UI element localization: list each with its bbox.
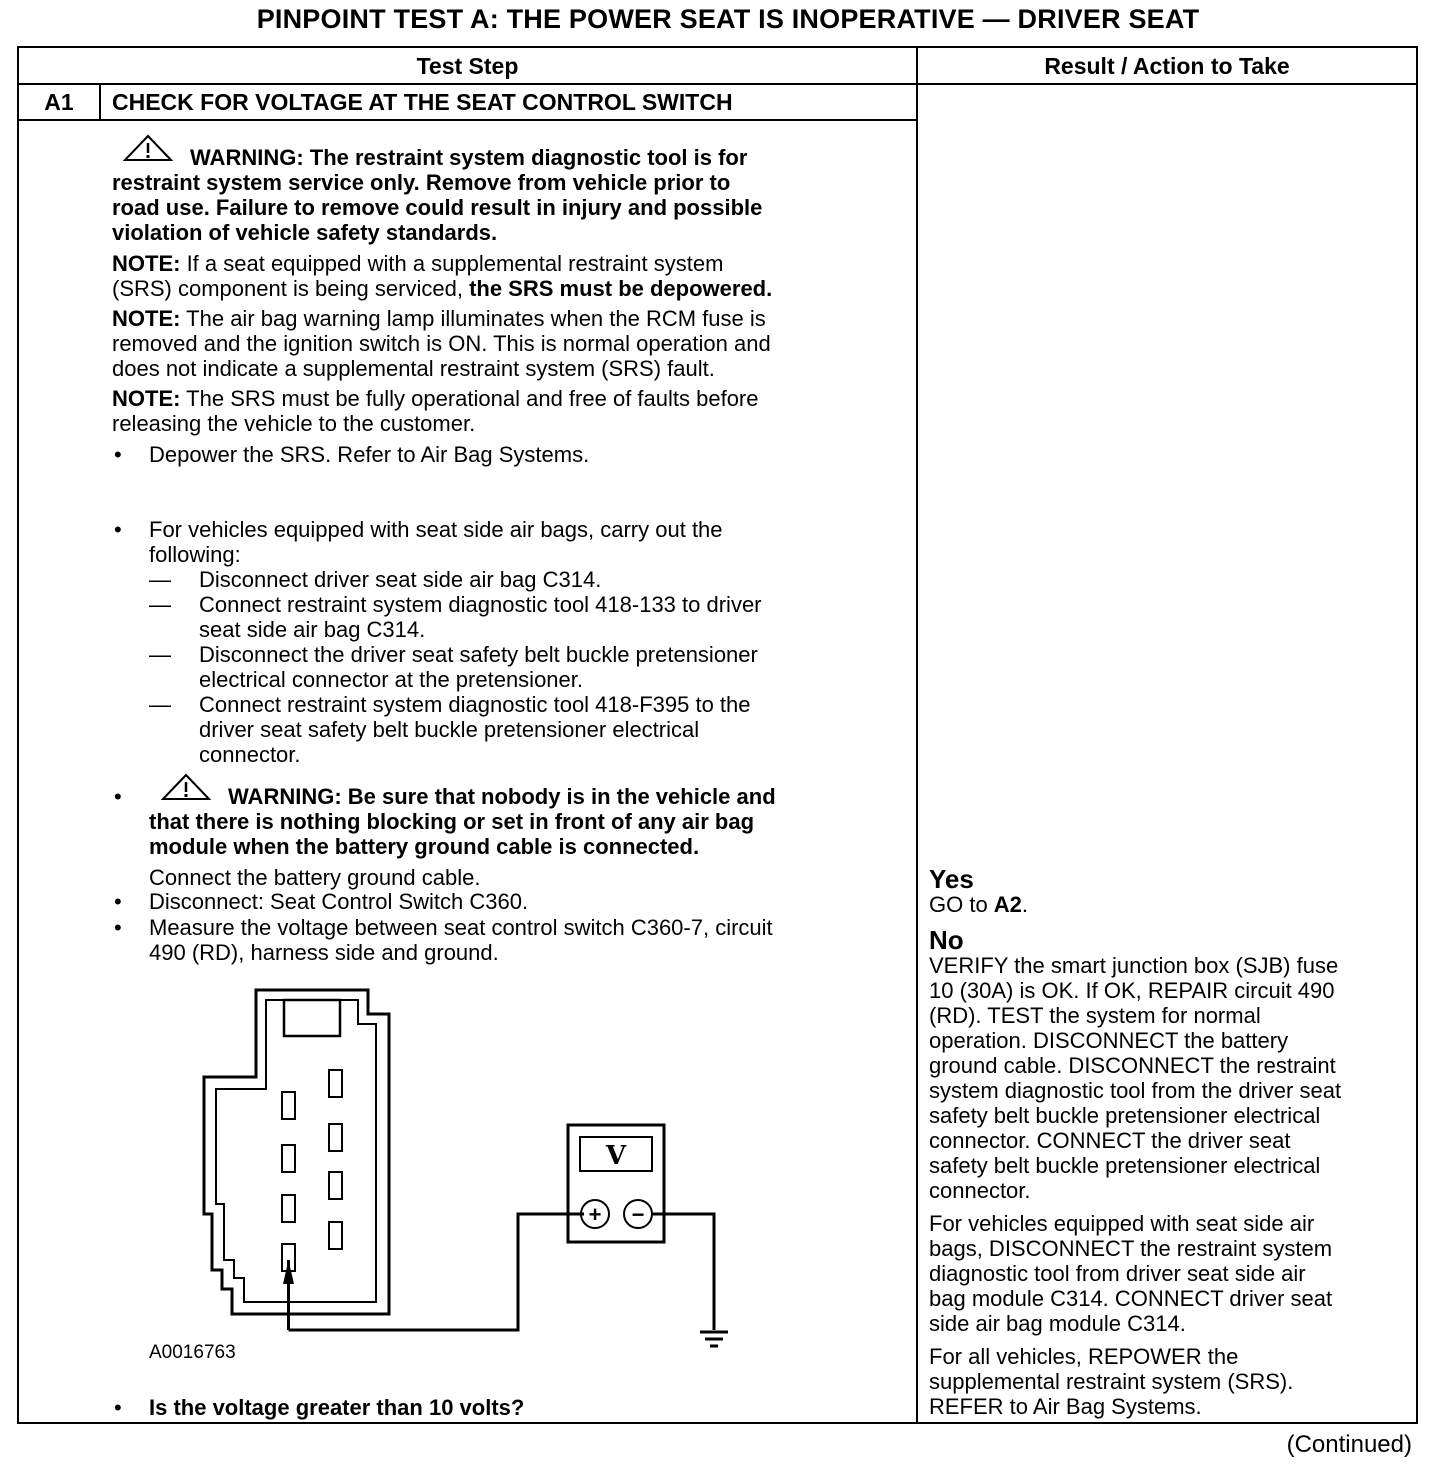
dash-marker: — bbox=[149, 567, 171, 592]
warning2-line3: module when the battery ground cable is connected. bbox=[149, 834, 700, 859]
result-line: bags, DISCONNECT the restraint system bbox=[929, 1236, 1333, 1261]
result-line: side air bag module C314. bbox=[929, 1311, 1186, 1336]
result-yes-label: Yes bbox=[929, 864, 974, 894]
result-line: operation. DISCONNECT the battery bbox=[929, 1028, 1289, 1053]
result-yes-period: . bbox=[1021, 892, 1029, 917]
result-line: REFER to Air Bag Systems. bbox=[929, 1394, 1202, 1419]
sub-step-4a: Connect restraint system diagnostic tool 418-F395 to the bbox=[199, 692, 751, 717]
note3-line1 bbox=[112, 386, 759, 411]
note2-line2: removed and the ignition switch is ON. This is normal operation and bbox=[112, 331, 771, 356]
result-line: For vehicles equipped with seat side air bbox=[929, 1211, 1315, 1236]
note2-line3: does not indicate a supplemental restraint system (SRS) fault. bbox=[112, 356, 715, 381]
warning1-line4: violation of vehicle safety standards. bbox=[112, 220, 498, 245]
connect-battery: Connect the battery ground cable. bbox=[149, 865, 481, 890]
sub-step-3b: electrical connector at the pretensioner. bbox=[199, 667, 584, 692]
sub-step-3a: Disconnect the driver seat safety belt buckle pretensioner bbox=[199, 642, 758, 667]
connector-terminal bbox=[282, 1145, 295, 1172]
result-line: supplemental restraint system (SRS). bbox=[929, 1369, 1294, 1394]
test-lead-ground bbox=[652, 1214, 714, 1330]
bullet-side-airbags-line1: For vehicles equipped with seat side air bags, carry out the bbox=[149, 517, 723, 542]
result-line: 10 (30A) is OK. If OK, REPAIR circuit 490 bbox=[929, 978, 1335, 1003]
result-line: safety belt buckle pretensioner electrical bbox=[929, 1103, 1321, 1128]
warning1-line2: restraint system service only. Remove from vehicle prior to bbox=[112, 170, 731, 195]
bullet-marker: • bbox=[114, 889, 122, 914]
connector-voltmeter-diagram bbox=[190, 980, 750, 1370]
bullet-marker: • bbox=[114, 1395, 122, 1420]
note3-text: The SRS must be fully operational and free of faults before bbox=[180, 386, 759, 411]
question: Is the voltage greater than 10 volts? bbox=[149, 1395, 525, 1420]
result-line: bag module C314. CONNECT driver seat bbox=[929, 1286, 1333, 1311]
note2-line1 bbox=[112, 306, 766, 331]
bullet-measure-line1: Measure the voltage between seat control switch C360-7, circuit bbox=[149, 915, 773, 940]
result-line: safety belt buckle pretensioner electrical bbox=[929, 1153, 1321, 1178]
result-yes-text bbox=[929, 892, 1028, 917]
result-line: VERIFY the smart junction box (SJB) fuse bbox=[929, 953, 1339, 978]
bullet-side-airbags-line2: following: bbox=[149, 542, 241, 567]
dash-marker: — bbox=[149, 642, 171, 667]
bullet-measure-line2: 490 (RD), harness side and ground. bbox=[149, 940, 499, 965]
warning2-line1: WARNING: Be sure that nobody is in the vehicle and bbox=[228, 784, 776, 809]
column-header-test-step: Test Step bbox=[416, 53, 519, 79]
continued-label: (Continued) bbox=[1286, 1431, 1412, 1458]
connector-terminal bbox=[329, 1070, 342, 1097]
note1-line2 bbox=[112, 276, 772, 301]
sub-step-2b: seat side air bag C314. bbox=[199, 617, 426, 642]
step-header-divider bbox=[17, 119, 917, 121]
connector-terminal bbox=[282, 1195, 295, 1222]
connector-terminal bbox=[282, 1092, 295, 1119]
result-line: ground cable. DISCONNECT the restraint bbox=[929, 1053, 1336, 1078]
note2-label: NOTE: bbox=[112, 306, 181, 331]
result-line: (RD). TEST the system for normal bbox=[929, 1003, 1261, 1028]
sub-step-1: Disconnect driver seat side air bag C314. bbox=[199, 567, 602, 592]
connector-terminal bbox=[329, 1172, 342, 1199]
step-heading: CHECK FOR VOLTAGE AT THE SEAT CONTROL SWITCH bbox=[112, 89, 733, 115]
note1-line1 bbox=[112, 251, 723, 276]
step-id-divider bbox=[99, 84, 101, 120]
warning2-line2: that there is nothing blocking or set in front of any air bag bbox=[149, 809, 755, 834]
bullet-marker: • bbox=[114, 784, 122, 809]
note1-text2: (SRS) component is being serviced, bbox=[112, 276, 470, 301]
note1-label: NOTE: bbox=[112, 251, 181, 276]
result-line: connector. bbox=[929, 1178, 1031, 1203]
page-title: PINPOINT TEST A: THE POWER SEAT IS INOPERATIVE — DRIVER SEAT bbox=[256, 4, 1200, 34]
result-no-label: No bbox=[929, 925, 964, 955]
connector-latch bbox=[284, 1000, 340, 1036]
connector-terminal bbox=[329, 1222, 342, 1249]
result-line: connector. CONNECT the driver seat bbox=[929, 1128, 1291, 1153]
figure-id: A0016763 bbox=[149, 1342, 236, 1363]
warning-triangle-icon bbox=[123, 134, 173, 162]
bullet-marker: • bbox=[114, 442, 122, 467]
minus-sign: − bbox=[631, 1202, 645, 1227]
plus-sign: + bbox=[588, 1202, 602, 1227]
dash-marker: — bbox=[149, 592, 171, 617]
header-divider bbox=[17, 83, 1418, 85]
note2-text: The air bag warning lamp illuminates when the RCM fuse is bbox=[180, 306, 766, 331]
bullet-marker: • bbox=[114, 915, 122, 940]
result-yes-target: A2 bbox=[993, 892, 1022, 917]
bullet-marker: • bbox=[114, 517, 122, 542]
voltmeter-label: V bbox=[605, 1141, 627, 1171]
dash-marker: — bbox=[149, 692, 171, 717]
note3-label: NOTE: bbox=[112, 386, 181, 411]
connector-terminal bbox=[329, 1124, 342, 1151]
result-line: For all vehicles, REPOWER the bbox=[929, 1344, 1239, 1369]
step-id: A1 bbox=[44, 89, 74, 115]
column-divider bbox=[916, 46, 918, 1424]
sub-step-2a: Connect restraint system diagnostic tool 418-133 to driver bbox=[199, 592, 762, 617]
warning-triangle-icon bbox=[161, 773, 211, 801]
result-line: system diagnostic tool from the driver seat bbox=[929, 1078, 1342, 1103]
column-header-result: Result / Action to Take bbox=[1044, 53, 1290, 79]
note1-emphasis: the SRS must be depowered. bbox=[469, 276, 773, 301]
sub-step-4c: connector. bbox=[199, 742, 301, 767]
warning1-line1: WARNING: The restraint system diagnostic tool is for bbox=[190, 145, 748, 170]
note3-line2: releasing the vehicle to the customer. bbox=[112, 411, 476, 436]
connector-outline bbox=[204, 990, 389, 1314]
result-line: diagnostic tool from driver seat side air bbox=[929, 1261, 1306, 1286]
bullet-depower: Depower the SRS. Refer to Air Bag Systems. bbox=[149, 442, 590, 467]
warning1-line3: road use. Failure to remove could result in injury and possible bbox=[112, 195, 763, 220]
result-yes-go: GO to bbox=[929, 892, 994, 917]
note1-text: If a seat equipped with a supplemental restraint system bbox=[180, 251, 724, 276]
sub-step-4b: driver seat safety belt buckle pretensioner electrical bbox=[199, 717, 700, 742]
bullet-disconnect: Disconnect: Seat Control Switch C360. bbox=[149, 889, 529, 914]
